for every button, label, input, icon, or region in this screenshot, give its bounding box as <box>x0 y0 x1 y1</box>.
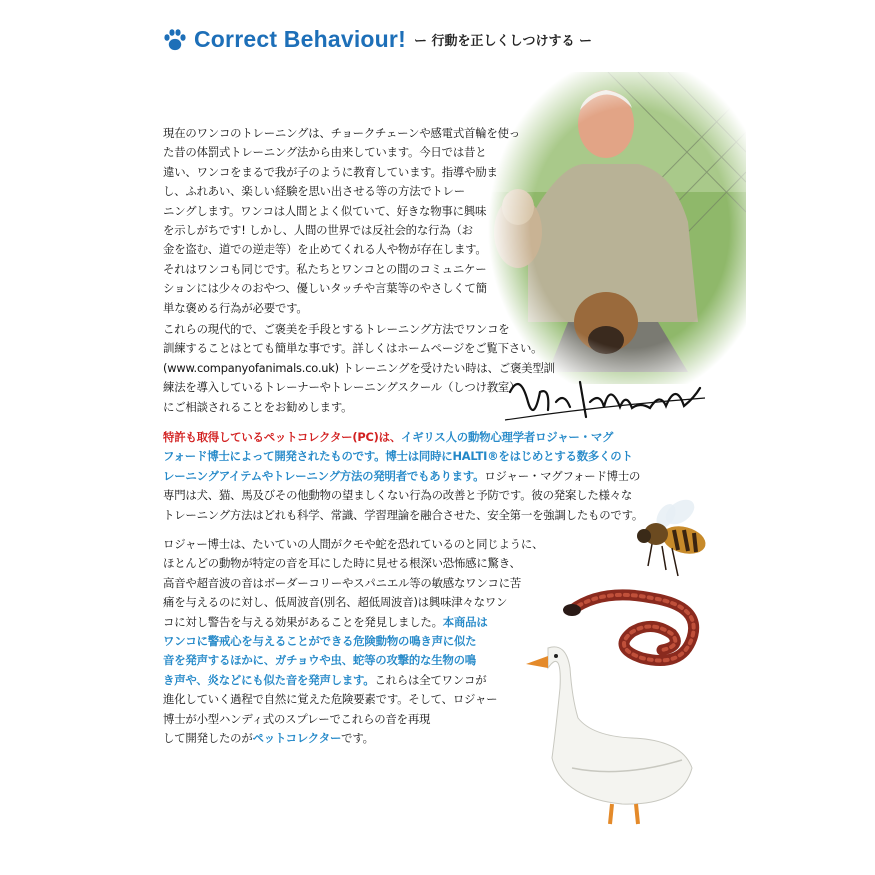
text-span: して開発したのが <box>163 731 253 746</box>
text-line: ニングします。ワンコは人間とよく似ていて、好きな物事に興味 <box>163 203 487 218</box>
text-line: (www.companyofanimals.co.uk) トレーニングを受けたい時は、ご褒美型訓 <box>163 360 555 375</box>
text-line: これらの現代的で、ご褒美を手段とするトレーニング方法でワンコを <box>163 322 510 336</box>
text-span: これらは全てワンコが <box>374 672 487 687</box>
discovery-paragraph <box>163 535 633 748</box>
text-line: ほとんどの動物が特定の音を耳にした時に見せる根深い恐怖感に驚き、 <box>163 556 521 571</box>
highlight-blue: 本商品は <box>442 614 488 629</box>
highlight-blue: レーニングアイテムやトレーニング方法の発明者でもあります。 <box>163 468 485 483</box>
text-line: 進化していく過程で自然に覚えた危険要素です。そして、ロジャー <box>163 692 498 707</box>
text-line: それはワンコも同じです。私たちとワンコとの間のコミュニケー <box>163 261 487 276</box>
text-line: 現在のワンコのトレーニングは、チョークチェーンや感電式首輪を使っ <box>163 126 520 140</box>
reward-training-paragraph <box>163 320 633 417</box>
product-name-highlight: ペットコレクター <box>252 731 342 746</box>
text-line: 専門は犬、猫、馬及びその他動物の望ましくない行為の改善と予防です。彼の発案した様々な <box>163 488 633 503</box>
text-line: を示しがちです! しかし、人間の世界では反社会的な行為（お <box>163 223 473 238</box>
text-line: た昔の体罰式トレーニング法から由来しています。今日では昔と <box>163 145 487 160</box>
text-line: ションには少々のおやつ、優しいタッチや言葉等のやさしくて簡 <box>163 281 487 296</box>
text-line: 練法を導入しているトレーナーやトレーニングスクール（しつけ教室） <box>163 380 521 395</box>
text-line: 痛を与えるのに対し、低周波音(別名、超低周波音)は興味津々なワン <box>163 595 508 610</box>
intro-paragraph <box>163 124 633 318</box>
highlight-red: 特許も取得しているペットコレクター(PC)は、 <box>163 430 402 444</box>
bee-image <box>622 490 718 582</box>
text-line: し、ふれあい、楽しい経験を思い出させる等の方法でトレー <box>163 184 465 199</box>
highlight-blue: イギリス人の動物心理学者ロジャー・マグ <box>401 430 614 444</box>
highlight-blue: フォード博士によって開発されたものです。博士は同時にHALTI®をはじめとする数多くのト <box>163 449 633 464</box>
text-span: コに対し警告を与える効果があることを発見しました。 <box>163 614 443 629</box>
text-line: 違い、ワンコをまるで我が子のように教育しています。指導や励ま <box>163 164 498 179</box>
text-span: ロジャー・マグフォード博士の <box>484 468 641 483</box>
text-line: 単な褒める行為が必要です。 <box>163 300 308 315</box>
text-line: 博士が小型ハンディ式のスプレーでこれらの音を再現 <box>163 711 431 726</box>
highlight-blue: き声や、炎などにも似た音を発声します。 <box>163 672 375 687</box>
text-line: 高音や超音波の音はボーダーコリーやスパニエル等の敏感なワンコに苦 <box>163 575 522 590</box>
text-line: ロジャー博士は、たいていの人間がクモや蛇を恐れているのと同じように、 <box>163 537 544 551</box>
inventor-paragraph <box>163 428 644 525</box>
text-line: 金を盗む、道での逆走等）を止めてくれる人や物が存在します。 <box>163 242 487 257</box>
text-line: トレーニング方法はどれも科学、常識、学習理論を融合させた、安全第一を強調したものです。 <box>163 507 644 522</box>
page-header <box>162 26 592 53</box>
page-subtitle: ー 行動を正しくしつけする ー <box>413 34 592 49</box>
text-span: です。 <box>341 731 374 746</box>
page-title: Correct Behaviour! <box>194 26 406 52</box>
highlight-blue: 音を発声するほかに、ガチョウや虫、蛇等の攻撃的な生物の鳴 <box>163 653 476 668</box>
paw-icon <box>162 27 188 53</box>
text-line: にご相談されることをお勧めします。 <box>163 399 353 414</box>
text-line: 訓練することはとても簡単な事です。詳しくはホームページをご覧下さい。 <box>163 341 543 356</box>
highlight-blue: ワンコに警戒心を与えることができる危険動物の鳴き声に似た <box>163 634 477 649</box>
